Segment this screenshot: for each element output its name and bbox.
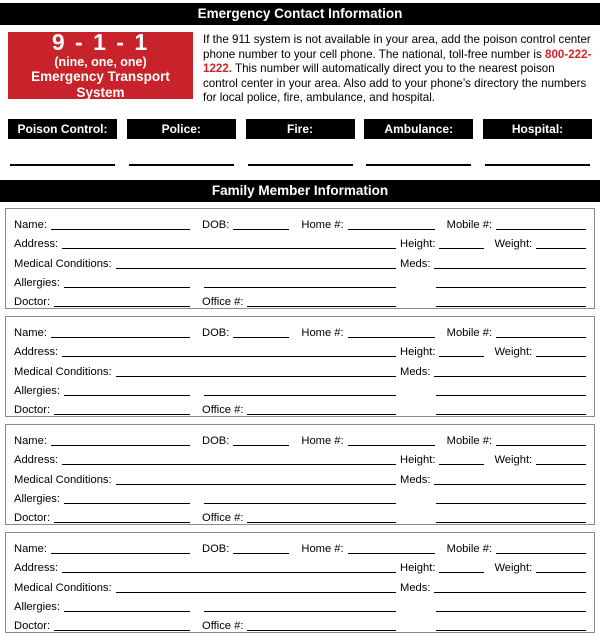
meds-continuation-line	[436, 394, 586, 396]
office-phone-label: Office #:	[202, 619, 244, 632]
allergies-label: Allergies:	[14, 600, 61, 613]
name-label: Name:	[14, 327, 47, 340]
mobile-phone-write-in-line	[496, 228, 586, 230]
home-phone-label: Home #:	[301, 219, 344, 232]
allergies-label: Allergies:	[14, 492, 61, 505]
medical-conditions-label: Medical Conditions:	[14, 365, 112, 378]
fire-label: Fire:	[246, 119, 355, 139]
badge-911-number: 9 - 1 - 1	[51, 29, 150, 55]
family-members-list	[5, 208, 595, 633]
page-title-text: Emergency Contact Information	[197, 6, 403, 21]
family-section-title	[0, 180, 600, 202]
ambulance-write-in-line	[366, 164, 471, 166]
family-member-card	[5, 208, 595, 309]
emergency-column-police	[127, 119, 236, 166]
hospital-label: Hospital:	[483, 119, 592, 139]
fire-write-in-line	[248, 164, 353, 166]
member-row-medical	[14, 467, 586, 486]
member-row-allergies	[14, 271, 586, 290]
doctor-write-in-line	[54, 521, 190, 523]
member-row-address	[14, 232, 586, 251]
address-write-in-line	[62, 571, 396, 573]
weight-label: Weight:	[494, 562, 533, 575]
medical-conditions-label: Medical Conditions:	[14, 473, 112, 486]
mobile-phone-write-in-line	[496, 552, 586, 554]
dob-write-in-line	[233, 552, 289, 554]
member-row-medical	[14, 575, 586, 594]
family-section-title-text: Family Member Information	[211, 182, 389, 198]
meds-write-in-line	[434, 483, 586, 485]
office-phone-write-in-line	[247, 629, 396, 631]
allergies-label: Allergies:	[14, 276, 61, 289]
allergies-field-group	[14, 601, 190, 614]
meds-continuation-group-2	[396, 521, 586, 525]
dob-label: DOB:	[202, 219, 230, 232]
home-phone-label: Home #:	[301, 543, 344, 556]
hospital-write-in-line	[485, 164, 590, 166]
meds-continuation-group-2	[396, 629, 586, 633]
police-label: Police:	[127, 119, 236, 139]
allergies-continuation-line	[204, 502, 396, 504]
name-write-in-line	[51, 336, 190, 338]
family-member-card	[5, 424, 595, 525]
family-member-card	[5, 532, 595, 633]
intro-paragraph-before: If the 911 system is not available in your area, add the poison control center phone number to your cell phone. The national, toll-free number is	[203, 33, 591, 61]
meds-continuation-line-2	[436, 629, 586, 631]
height-weight-group	[396, 454, 586, 467]
allergies-write-in-line	[64, 286, 190, 288]
allergies-field-group	[14, 277, 190, 290]
name-write-in-line	[51, 228, 190, 230]
emergency-column-poison-control	[8, 119, 117, 166]
name-label: Name:	[14, 435, 47, 448]
mobile-phone-label: Mobile #:	[446, 435, 493, 448]
dob-write-in-line	[233, 444, 289, 446]
name-field-group	[14, 435, 190, 448]
member-row-medical	[14, 359, 586, 378]
doctor-label: Doctor:	[14, 511, 51, 524]
mobile-phone-write-in-line	[496, 336, 586, 338]
allergies-write-in-line	[64, 610, 190, 612]
poison-control-label: Poison Control:	[8, 119, 117, 139]
weight-write-in-line	[536, 355, 586, 357]
height-label: Height:	[400, 454, 436, 467]
name-field-group	[14, 219, 190, 232]
height-write-in-line	[439, 355, 484, 357]
meds-continuation-line-2	[436, 305, 586, 307]
meds-continuation-group-2	[396, 413, 586, 417]
meds-continuation-group	[396, 610, 586, 614]
page-title	[0, 3, 600, 25]
dob-write-in-line	[233, 336, 289, 338]
medical-conditions-write-in-line	[116, 483, 396, 485]
home-phone-write-in-line	[348, 228, 435, 230]
allergies-write-in-line	[64, 394, 190, 396]
badge-911-subtitle: Emergency Transport System	[31, 69, 170, 100]
medical-conditions-write-in-line	[116, 375, 396, 377]
office-phone-write-in-line	[247, 305, 396, 307]
weight-label: Weight:	[494, 346, 533, 359]
allergies-field-group	[14, 385, 190, 398]
allergies-continuation-line	[204, 394, 396, 396]
name-write-in-line	[51, 552, 190, 554]
doctor-label: Doctor:	[14, 619, 51, 632]
office-phone-label: Office #:	[202, 511, 244, 524]
home-phone-write-in-line	[348, 336, 435, 338]
allergies-continuation-line	[204, 610, 396, 612]
height-weight-group	[396, 562, 586, 575]
address-label: Address:	[14, 454, 59, 467]
member-row-allergies	[14, 487, 586, 506]
meds-continuation-group-2	[396, 305, 586, 309]
member-row-address	[14, 448, 586, 467]
height-write-in-line	[439, 247, 484, 249]
meds-label: Meds:	[400, 581, 431, 594]
allergies-label: Allergies:	[14, 384, 61, 397]
meds-continuation-line	[436, 610, 586, 612]
badge-911	[8, 29, 193, 100]
doctor-field-group	[14, 620, 190, 633]
doctor-write-in-line	[54, 629, 190, 631]
meds-group	[396, 366, 586, 379]
weight-label: Weight:	[494, 454, 533, 467]
poison-control-write-in-line	[10, 164, 115, 166]
meds-continuation-group	[396, 394, 586, 398]
name-write-in-line	[51, 444, 190, 446]
meds-continuation-line-2	[436, 521, 586, 523]
name-field-group	[14, 327, 190, 340]
member-row-address	[14, 340, 586, 359]
meds-continuation-group	[396, 502, 586, 506]
address-write-in-line	[62, 463, 396, 465]
height-label: Height:	[400, 562, 436, 575]
doctor-field-group	[14, 404, 190, 417]
member-row-doctor	[14, 614, 586, 633]
home-phone-label: Home #:	[301, 327, 344, 340]
weight-write-in-line	[536, 463, 586, 465]
height-label: Height:	[400, 346, 436, 359]
address-label: Address:	[14, 346, 59, 359]
meds-label: Meds:	[400, 473, 431, 486]
home-phone-write-in-line	[348, 444, 435, 446]
intro-paragraph	[203, 32, 592, 106]
emergency-column-fire	[246, 119, 355, 166]
intro-section	[8, 29, 592, 106]
mobile-phone-write-in-line	[496, 444, 586, 446]
doctor-field-group	[14, 512, 190, 525]
member-row-name	[14, 429, 586, 448]
meds-label: Meds:	[400, 365, 431, 378]
member-row-name	[14, 321, 586, 340]
medical-conditions-label: Medical Conditions:	[14, 581, 112, 594]
police-write-in-line	[129, 164, 234, 166]
poison-control-phone-number: 800-222-1222.	[203, 47, 592, 76]
dob-write-in-line	[233, 228, 289, 230]
doctor-label: Doctor:	[14, 403, 51, 416]
emergency-numbers-row	[8, 119, 592, 166]
doctor-write-in-line	[54, 305, 190, 307]
meds-continuation-line	[436, 286, 586, 288]
allergies-field-group	[14, 493, 190, 506]
home-phone-write-in-line	[348, 552, 435, 554]
address-label: Address:	[14, 562, 59, 575]
mobile-phone-label: Mobile #:	[446, 327, 493, 340]
allergies-continuation-line	[204, 286, 396, 288]
weight-write-in-line	[536, 247, 586, 249]
meds-continuation-line-2	[436, 413, 586, 415]
member-row-doctor	[14, 506, 586, 525]
meds-label: Meds:	[400, 257, 431, 270]
dob-label: DOB:	[202, 543, 230, 556]
member-row-allergies	[14, 379, 586, 398]
member-row-doctor	[14, 290, 586, 309]
office-phone-label: Office #:	[202, 295, 244, 308]
height-label: Height:	[400, 238, 436, 251]
family-member-card	[5, 316, 595, 417]
emergency-column-ambulance	[364, 119, 473, 166]
allergies-write-in-line	[64, 502, 190, 504]
weight-write-in-line	[536, 571, 586, 573]
member-row-name	[14, 213, 586, 232]
address-label: Address:	[14, 238, 59, 251]
weight-label: Weight:	[494, 238, 533, 251]
intro-paragraph-after: This number will automatically direct you to the nearest poison control center in your area. Also add to your phone’s directory the numbers for local police, fire, ambulance, and hospital.	[203, 62, 587, 105]
meds-group	[396, 258, 586, 271]
doctor-field-group	[14, 296, 190, 309]
dob-label: DOB:	[202, 435, 230, 448]
meds-write-in-line	[434, 591, 586, 593]
member-row-address	[14, 556, 586, 575]
home-phone-label: Home #:	[301, 435, 344, 448]
medical-conditions-label: Medical Conditions:	[14, 257, 112, 270]
meds-group	[396, 582, 586, 595]
office-phone-label: Office #:	[202, 403, 244, 416]
member-row-doctor	[14, 398, 586, 417]
member-row-name	[14, 537, 586, 556]
badge-911-words: (nine, one, one)	[54, 55, 147, 69]
mobile-phone-label: Mobile #:	[446, 543, 493, 556]
member-row-allergies	[14, 595, 586, 614]
office-phone-write-in-line	[247, 413, 396, 415]
meds-write-in-line	[434, 267, 586, 269]
height-weight-group	[396, 238, 586, 251]
address-write-in-line	[62, 247, 396, 249]
medical-conditions-write-in-line	[116, 591, 396, 593]
meds-write-in-line	[434, 375, 586, 377]
height-write-in-line	[439, 571, 484, 573]
address-write-in-line	[62, 355, 396, 357]
dob-label: DOB:	[202, 327, 230, 340]
medical-conditions-write-in-line	[116, 267, 396, 269]
name-field-group	[14, 543, 190, 556]
member-row-medical	[14, 251, 586, 270]
height-write-in-line	[439, 463, 484, 465]
office-phone-write-in-line	[247, 521, 396, 523]
meds-group	[396, 474, 586, 487]
doctor-write-in-line	[54, 413, 190, 415]
meds-continuation-group	[396, 286, 586, 290]
height-weight-group	[396, 346, 586, 359]
name-label: Name:	[14, 543, 47, 556]
mobile-phone-label: Mobile #:	[446, 219, 493, 232]
name-label: Name:	[14, 219, 47, 232]
emergency-column-hospital	[483, 119, 592, 166]
doctor-label: Doctor:	[14, 295, 51, 308]
meds-continuation-line	[436, 502, 586, 504]
ambulance-label: Ambulance:	[364, 119, 473, 139]
